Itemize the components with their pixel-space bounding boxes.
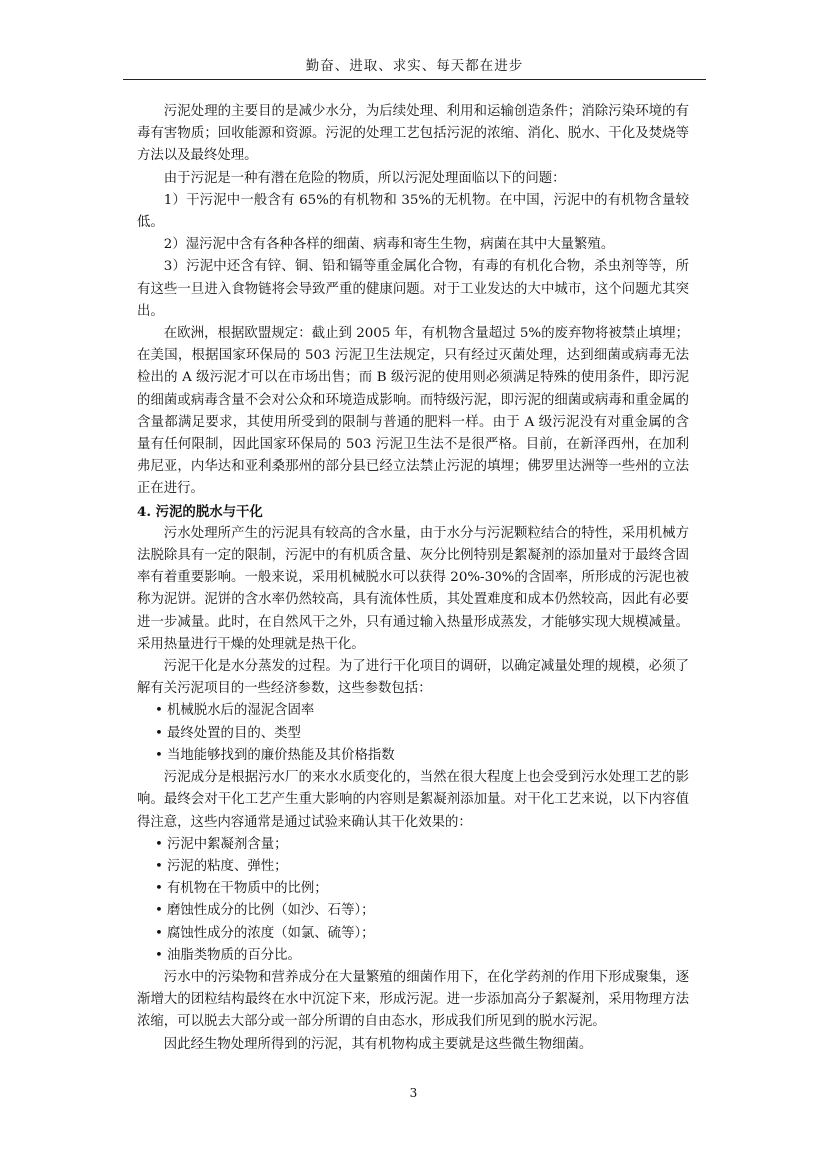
- bullet-icon: •: [155, 703, 163, 719]
- section-heading: 4. 污泥的脱水与干化: [137, 503, 263, 520]
- paragraph: 污泥干化是水分蒸发的过程。为了进行干化项目的调研，以确定减量处理的规模，必须了解有关污泥项目的一些经济参数，这些参数包括：: [137, 659, 689, 697]
- list-paragraph: 1）干污泥中一般含有 65%的有机物和 35%的无机物。在中国，污泥中的有机物含量较低。: [137, 192, 689, 231]
- list-item-text: 污泥中絮凝剂含量；: [167, 836, 288, 852]
- list-item: [137, 856, 689, 878]
- paragraph: 在欧洲，根据欧盟规定：截止到 2005 年，有机物含量超过 5%的废弃物将被禁止填埋；在美国，根据国家环保局的 503 污泥卫生法规定，只有经过灭菌处理，达到细菌或病毒无法检出的 A 级污泥才可以在市场出售；而 B 级污泥的使用则必须满足特殊的使用条件，即污泥的细菌或病毒含量不会对公众和环境造成影响。而特级污泥，即污泥的细菌或病毒和重金属的含量都满足要求，其使用所受到的限制与普通的肥料一样。由于 A 级污泥没有对重金属的含量有任何限制，因此国家环保局的 503 污泥卫生法不是很严格。目前，在新泽西州，在加利弗尼亚，内华达和亚利桑那州的部分县已经立法禁止污泥的填埋；佛罗里达洲等一些州的立法正在进行。: [137, 326, 689, 497]
- paragraph: 由于污泥是一种有潜在危险的物质，所以污泥处理面临以下的问题：: [163, 170, 566, 186]
- bullet-icon: •: [155, 881, 163, 897]
- list-item: [137, 834, 689, 856]
- paragraph: 污泥成分是根据污水厂的来水水质变化的，当然在很大程度上也会受到污水处理工艺的影响。最终会对干化工艺产生重大影响的内容则是絮凝剂添加量。对干化工艺来说，以下内容值得注意，这些内容通常是通过试验来确认其干化效果的：: [137, 770, 689, 830]
- list-item-text: 油脂类物质的百分比。: [167, 947, 301, 963]
- bullet-icon: •: [155, 925, 163, 941]
- document-body: [137, 101, 689, 1056]
- list-item: [137, 723, 689, 745]
- list-item-text: 最终处置的目的、类型: [167, 725, 301, 741]
- list-item: [137, 900, 689, 922]
- bullet-icon: •: [155, 836, 163, 852]
- list-paragraph: 2）湿污泥中含有各种各样的细菌、病毒和寄生生物，病菌在其中大量繁殖。: [163, 237, 615, 253]
- header-divider: [123, 79, 706, 80]
- list-item-text: 有机物在干物质中的比例；: [167, 881, 328, 897]
- page-number: 3: [409, 1086, 418, 1100]
- list-item-text: 机械脱水后的湿泥含固率: [167, 703, 315, 719]
- list-item: [137, 878, 689, 900]
- list-item: [137, 745, 689, 767]
- list-paragraph: 3）污泥中还含有锌、铜、铅和镉等重金属化合物，有毒的有机化合物，杀虫剂等等，所有这些一旦进入食物链将会导致严重的健康问题。对于工业发达的大中城市，这个问题尤其突出。: [137, 259, 689, 319]
- paragraph: 污水中的污染物和营养成分在大量繁殖的细菌作用下，在化学药剂的作用下形成聚集，逐渐增大的团粒结构最终在水中沉淀下来，形成污泥。进一步添加高分子絮凝剂，采用物理方法浓缩，可以脱去大部分或一部分所谓的自由态水，形成我们所见到的脱水污泥。: [137, 969, 689, 1030]
- bullet-icon: •: [155, 947, 163, 963]
- paragraph: 污水处理所产生的污泥具有较高的含水量，由于水分与污泥颗粒结合的特性，采用机械方法脱除具有一定的限制，污泥中的有机质含量、灰分比例特别是絮凝剂的添加量对于最终含固率有着重要影响。一般来说，采用机械脱水可以获得 20%-30%的含固率，所形成的污泥也被称为泥饼。泥饼的含水率仍然较高，具有流体性质，其处置难度和成本仍然较高，因此有必要进一步减量。此时，在自然风干之外，只有通过输入热量形成蒸发，才能够实现大规模减量。采用热量进行干燥的处理就是热干化。: [137, 525, 689, 652]
- page-header-title: 勤奋、进取、求实、每天都在进步: [305, 58, 524, 74]
- bullet-icon: •: [155, 725, 163, 741]
- list-item-text: 腐蚀性成分的浓度（如氯、硫等）；: [167, 925, 375, 941]
- list-item: [137, 700, 689, 722]
- bullet-icon: •: [155, 858, 163, 874]
- list-item: [137, 923, 689, 945]
- list-item: [137, 945, 689, 967]
- paragraph: 污泥处理的主要目的是减少水分，为后续处理、利用和运输创造条件；消除污染环境的有毒有害物质；回收能源和资源。污泥的处理工艺包括污泥的浓缩、消化、脱水、干化及焚烧等方法以及最终处理。: [137, 104, 689, 164]
- list-item-text: 当地能够找到的廉价热能及其价格指数: [167, 747, 395, 763]
- list-item-text: 磨蚀性成分的比例（如沙、石等）；: [167, 903, 375, 919]
- list-item-text: 污泥的粘度、弹性；: [167, 858, 288, 874]
- bullet-icon: •: [155, 903, 163, 919]
- bullet-icon: •: [155, 747, 163, 763]
- paragraph: 因此经生物处理所得到的污泥，其有机物构成主要就是这些微生物细菌。: [163, 1036, 593, 1052]
